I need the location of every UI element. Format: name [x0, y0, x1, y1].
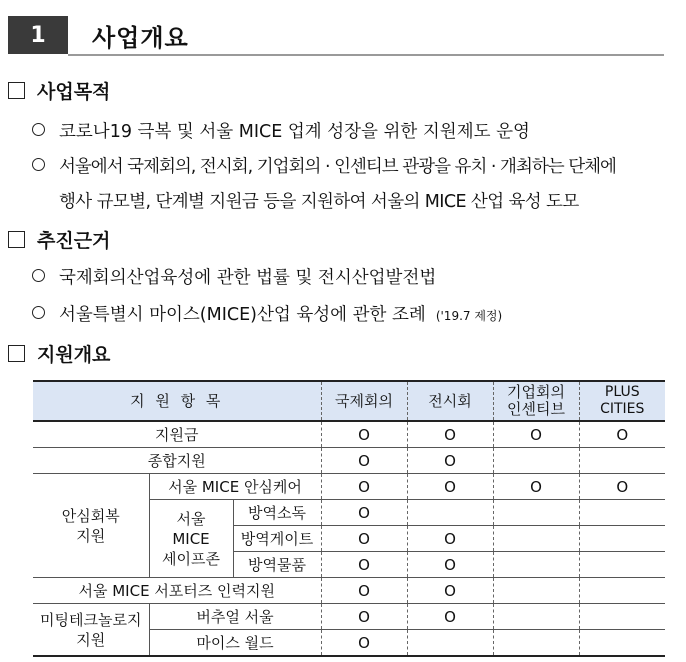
table-row [33, 604, 665, 630]
list-item-continuation: 행사 규모별, 단계별 지원금 등을 지원하여 서울의 MICE 산업 육성 도모 [59, 192, 579, 212]
circle-bullet-icon [32, 269, 45, 282]
cell: O [321, 474, 407, 500]
cell: O [579, 421, 665, 448]
list-item [32, 264, 436, 289]
cell [579, 604, 665, 630]
section-title: 사업개요 [92, 24, 189, 52]
cell [407, 500, 493, 526]
subsection-basis [8, 226, 110, 253]
cell: O [321, 552, 407, 578]
circle-bullet-icon [32, 306, 45, 319]
cell: O [493, 421, 579, 448]
header-plus-cities: PLUS CITIES [579, 381, 665, 421]
cell: O [407, 421, 493, 448]
list-item [32, 301, 502, 326]
enactment-note: ('19.7 제정) [435, 309, 503, 323]
cell: O [321, 500, 407, 526]
cell: O [321, 604, 407, 630]
cell: O [579, 474, 665, 500]
row-label: 방역소독 [233, 500, 321, 526]
row-label: 종합지원 [33, 448, 321, 474]
cell [493, 552, 579, 578]
cell: O [321, 421, 407, 448]
cell [493, 578, 579, 604]
table-row [33, 448, 665, 474]
support-table [33, 380, 665, 657]
cell [579, 578, 665, 604]
section-header [8, 12, 664, 56]
table-header-row [33, 381, 665, 421]
header-exhibition: 전시회 [407, 381, 493, 421]
cell [579, 500, 665, 526]
subsection-purpose [8, 77, 110, 104]
cell: O [407, 474, 493, 500]
list-item-text: 코로나19 극복 및 서울 MICE 업계 성장을 위한 지원제도 운영 [59, 122, 530, 142]
cell [579, 526, 665, 552]
subsection-title: 지원개요 [37, 344, 111, 366]
list-item [32, 118, 530, 143]
cell: O [321, 448, 407, 474]
circle-bullet-icon [32, 158, 45, 171]
row-label: 지원금 [33, 421, 321, 448]
table-row [33, 578, 665, 604]
header-corporate-incentive: 기업회의 인센티브 [493, 381, 579, 421]
cell: O [407, 448, 493, 474]
cell [579, 630, 665, 657]
subsection-overview [8, 340, 110, 367]
cell: O [407, 578, 493, 604]
cell: O [407, 552, 493, 578]
row-group-label: 미팅테크놀로지 지원 [33, 604, 149, 657]
row-group-label: 안심회복 지원 [33, 474, 149, 578]
cell: O [321, 578, 407, 604]
subsection-title: 사업목적 [37, 81, 111, 103]
header-underline [68, 54, 664, 56]
list-item-text: 서울에서 국제회의, 전시회, 기업회의 · 인센티브 관광을 유치 · 개최하는 단체에 [59, 157, 616, 177]
cell [579, 552, 665, 578]
cell [493, 448, 579, 474]
cell: O [321, 630, 407, 657]
cell [493, 500, 579, 526]
row-label: 마이스 월드 [149, 630, 321, 657]
header-intl-conference: 국제회의 [321, 381, 407, 421]
cell: O [321, 526, 407, 552]
cell [579, 448, 665, 474]
cell [493, 526, 579, 552]
circle-bullet-icon [32, 123, 45, 136]
checkbox-square-icon [8, 82, 25, 99]
cell [493, 630, 579, 657]
cell [407, 630, 493, 657]
cell: O [493, 474, 579, 500]
cell [493, 604, 579, 630]
row-label: 버추얼 서울 [149, 604, 321, 630]
table-row [33, 421, 665, 448]
cell: O [407, 604, 493, 630]
list-item [32, 153, 616, 178]
section-number: 1 [8, 16, 68, 54]
row-label: 서울 MICE 안심케어 [149, 474, 321, 500]
checkbox-square-icon [8, 231, 25, 248]
list-item-text: 서울특별시 마이스(MICE)산업 육성에 관한 조례 [59, 305, 426, 325]
row-label: 방역게이트 [233, 526, 321, 552]
subsection-title: 추진근거 [37, 230, 111, 252]
row-label: 방역물품 [233, 552, 321, 578]
row-subgroup-label: 서울 MICE 세이프존 [149, 500, 233, 578]
row-label: 서울 MICE 서포터즈 인력지원 [33, 578, 321, 604]
checkbox-square-icon [8, 345, 25, 362]
header-item: 지 원 항 목 [33, 381, 321, 421]
list-item-text: 국제회의산업육성에 관한 법률 및 전시산업발전법 [59, 268, 437, 288]
cell: O [407, 526, 493, 552]
table-row [33, 474, 665, 500]
